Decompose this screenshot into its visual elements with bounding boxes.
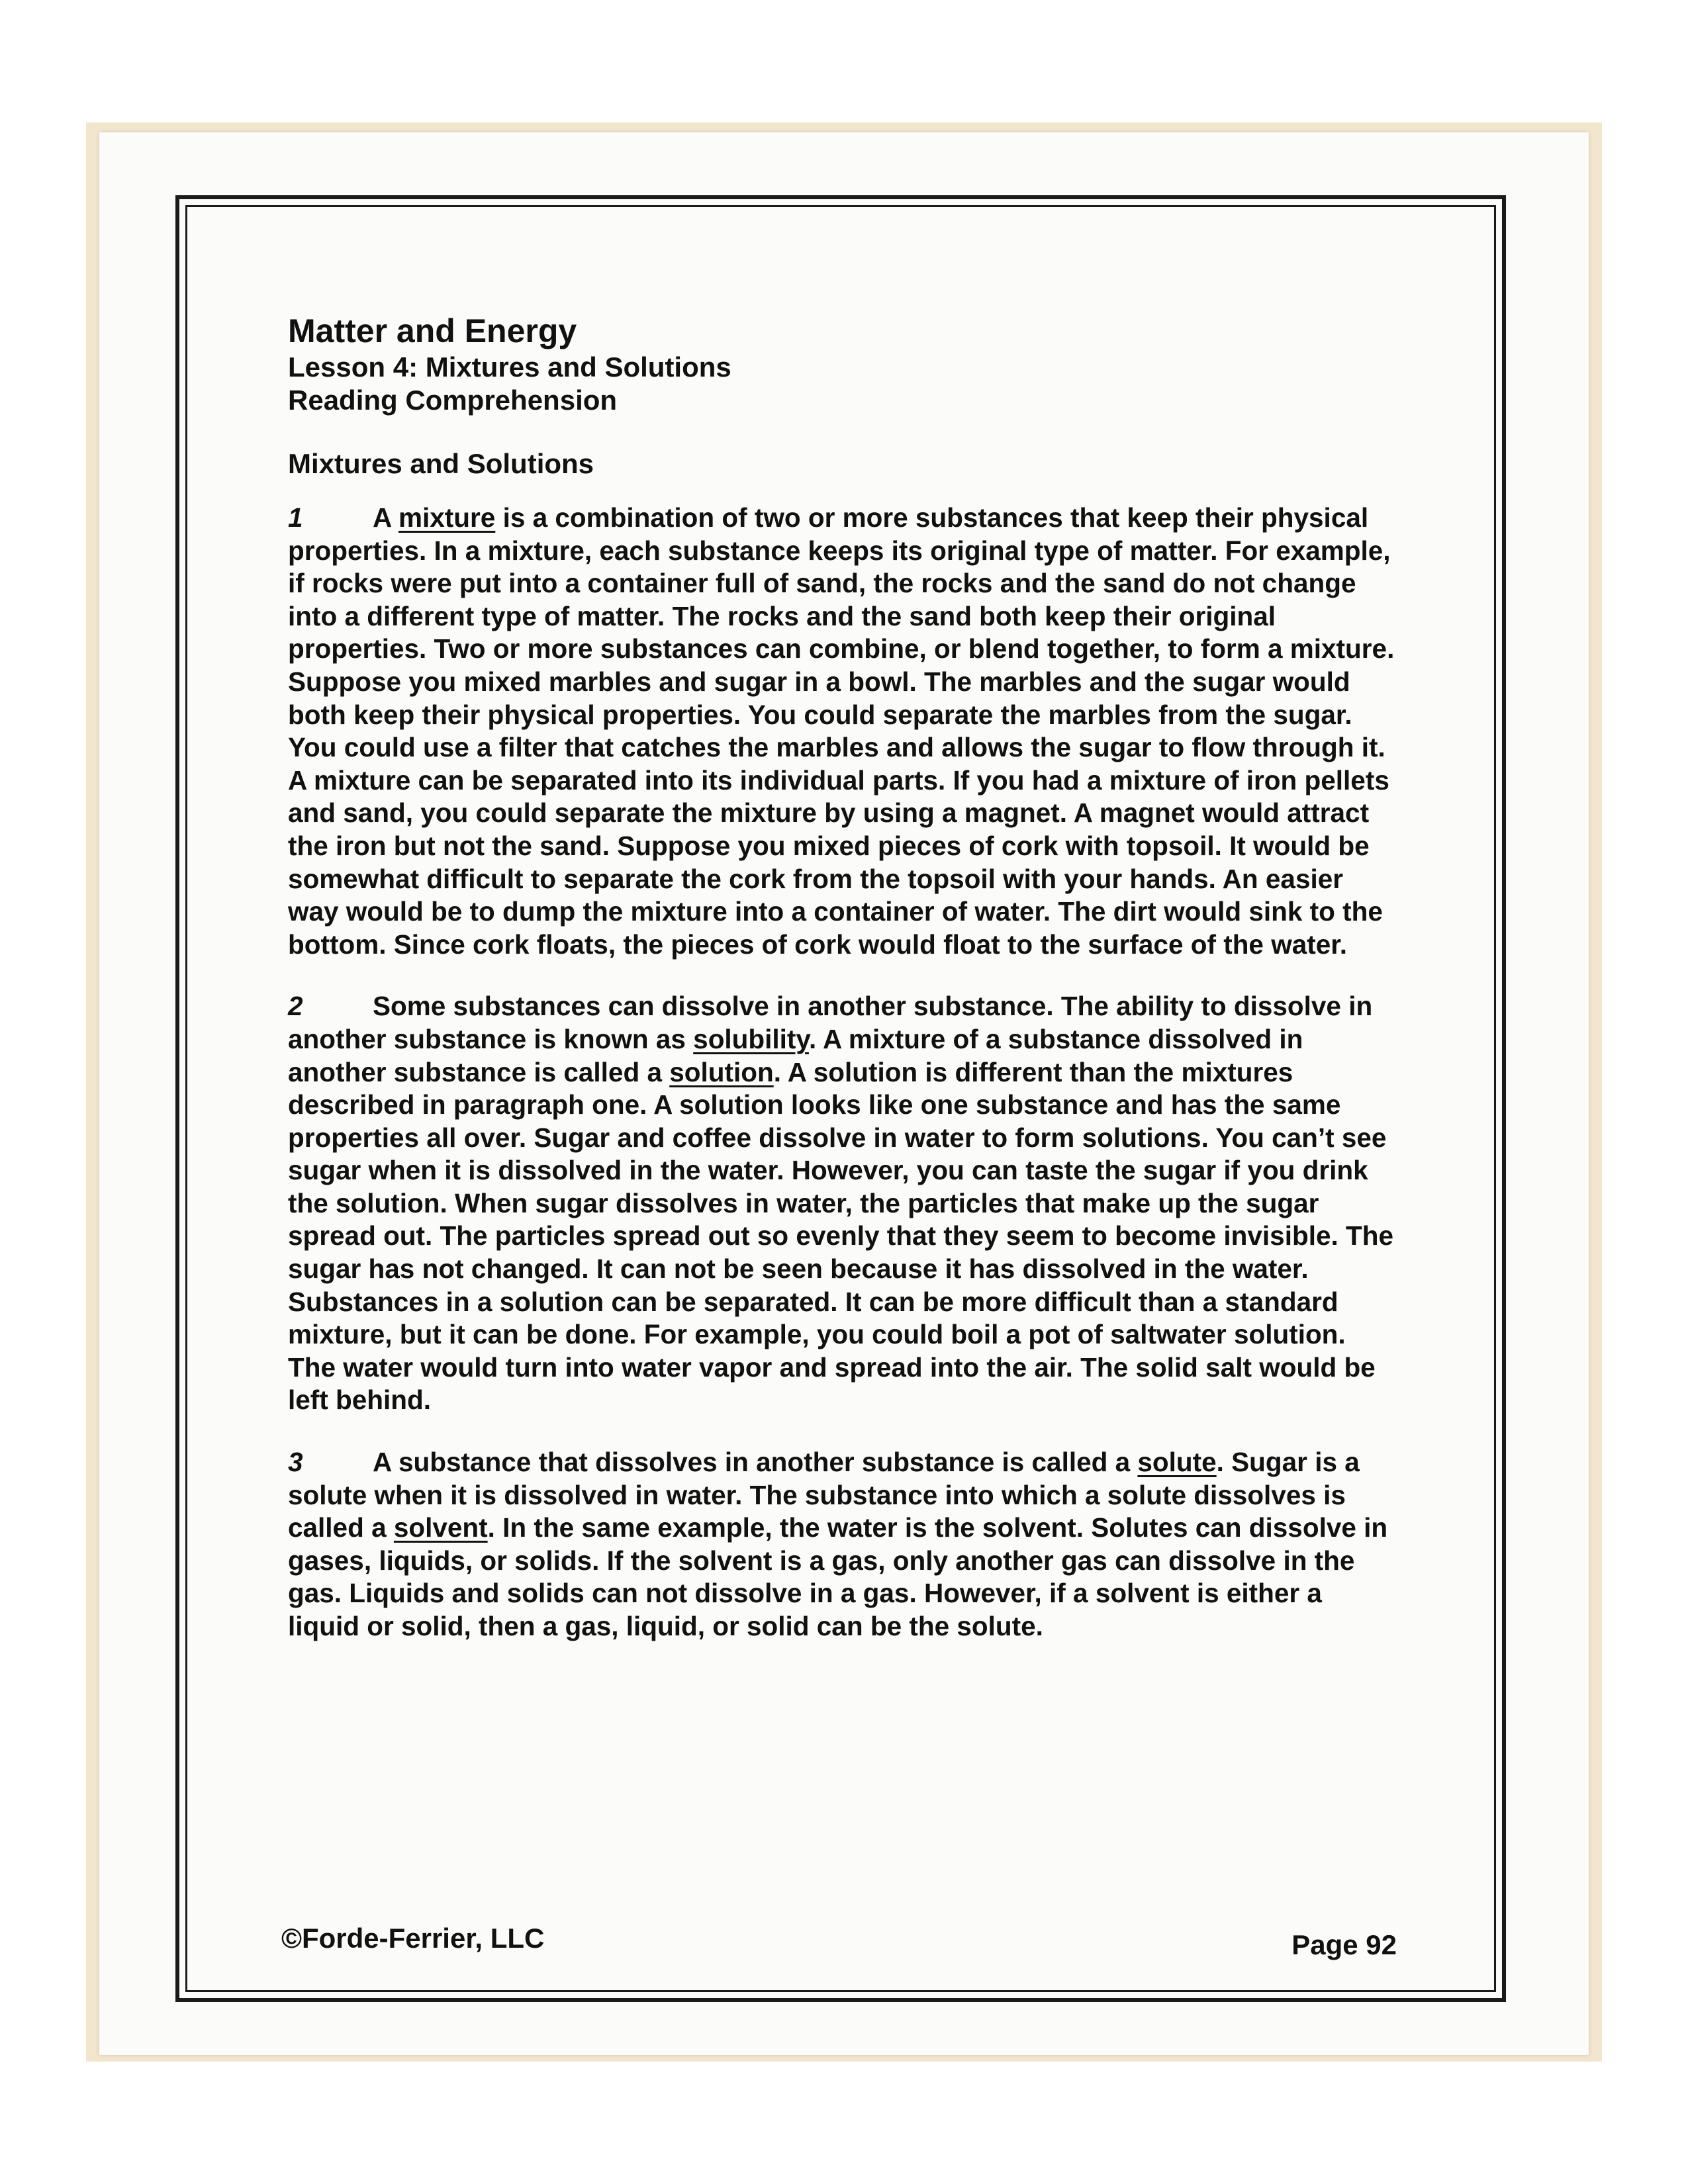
document-title: Matter and Energy: [288, 312, 577, 349]
paragraph-3: [288, 1446, 1400, 1643]
paragraph-text: is a combination of two or more substances that keep their physical properties. In a mixture, each substance keeps its original type of matter. For example, if rocks were put into a container full of sand, the rocks and the sand do not change into a different type of matter. The rocks and the sand both keep their original properties. Two or more substances can combine, or blend together, to form a mixture. Suppose you mixed marbles and sugar in a bowl. The marbles and the sugar would both keep their physical properties. You could separate the marbles from the sugar. You could use a filter that catches the marbles and allows the sugar to flow through it. A mixture can be separated into its individual parts. If you had a mixture of iron pellets and sand, you could separate the mixture by using a magnet. A magnet would attract the iron but not the sand. Suppose you mixed pieces of cork with topsoil. It would be somewhat difficult to separate the cork from the topsoil with your hands. An easier way would be to dump the mixture into a container of water. The dirt would sink to the bottom. Since cork floats, the pieces of cork would float to the surface of the water.: [288, 502, 1395, 960]
paragraph-1: [288, 502, 1400, 961]
paragraph-text: . A solution is different than the mixtures described in paragraph one. A solution looks like one substance and has the same properties all over. Sugar and coffee dissolve in water to form solutions. You can’t see sugar when it is dissolved in the water. However, you can taste the sugar if you drink the solution. When sugar dissolves in water, the particles that make up the sugar spread out. The particles spread out so evenly that they seem to become invisible. The sugar has not changed. It can not be seen because it has dissolved in the water. Substances in a solution can be separated. It can be more difficult than a standard mixture, but it can be done. For example, you could boil a pot of saltwater solution. The water would turn into water vapor and spread into the air. The solid salt would be left behind.: [288, 1056, 1393, 1416]
paragraph-text: . In the same example, the water is the solvent. Solutes can dissolve in gases, liquids, or solids. If the solvent is a gas, only another gas can dissolve in the gas. Liquids and solids can not dissolve in a gas. However, if a solvent is either a liquid or solid, then a gas, liquid, or solid can be the solute.: [288, 1512, 1388, 1641]
vocab-term-solution: solution: [669, 1056, 774, 1087]
vocab-term-solute: solute: [1137, 1447, 1217, 1478]
paragraph-number: 1: [288, 502, 303, 533]
page-content: [288, 311, 1400, 1672]
paragraph-text: . Sugar is a solute when it is dissolved in water. The substance into which a solute dissolves is called a: [288, 1447, 1360, 1543]
paragraph-number: 2: [288, 991, 303, 1022]
vocab-term-mixture: mixture: [399, 502, 496, 533]
lesson-title: Lesson 4: Mixtures and Solutions: [288, 351, 731, 383]
footer-copyright: ©Forde-Ferrier, LLC: [281, 1923, 545, 1954]
section-heading: Mixtures and Solutions: [288, 448, 594, 479]
lesson-type: Reading Comprehension: [288, 385, 618, 416]
vocab-term-solubility: solubility: [693, 1023, 809, 1054]
vocab-term-solvent: solvent: [393, 1512, 488, 1543]
paragraph-number: 3: [288, 1447, 303, 1478]
paragraph-text: A: [373, 502, 399, 533]
paragraph-text: . A mixture of a substance dissolved in another substance is called a: [288, 1023, 1303, 1087]
paragraph-text: Some substances can dissolve in another substance. The ability to dissolve in another substance is known as: [288, 991, 1373, 1054]
paragraph-2: [288, 990, 1400, 1417]
footer-page-number: Page 92: [1291, 1929, 1397, 1960]
paragraph-text: A substance that dissolves in another substance is called a: [373, 1447, 1138, 1478]
